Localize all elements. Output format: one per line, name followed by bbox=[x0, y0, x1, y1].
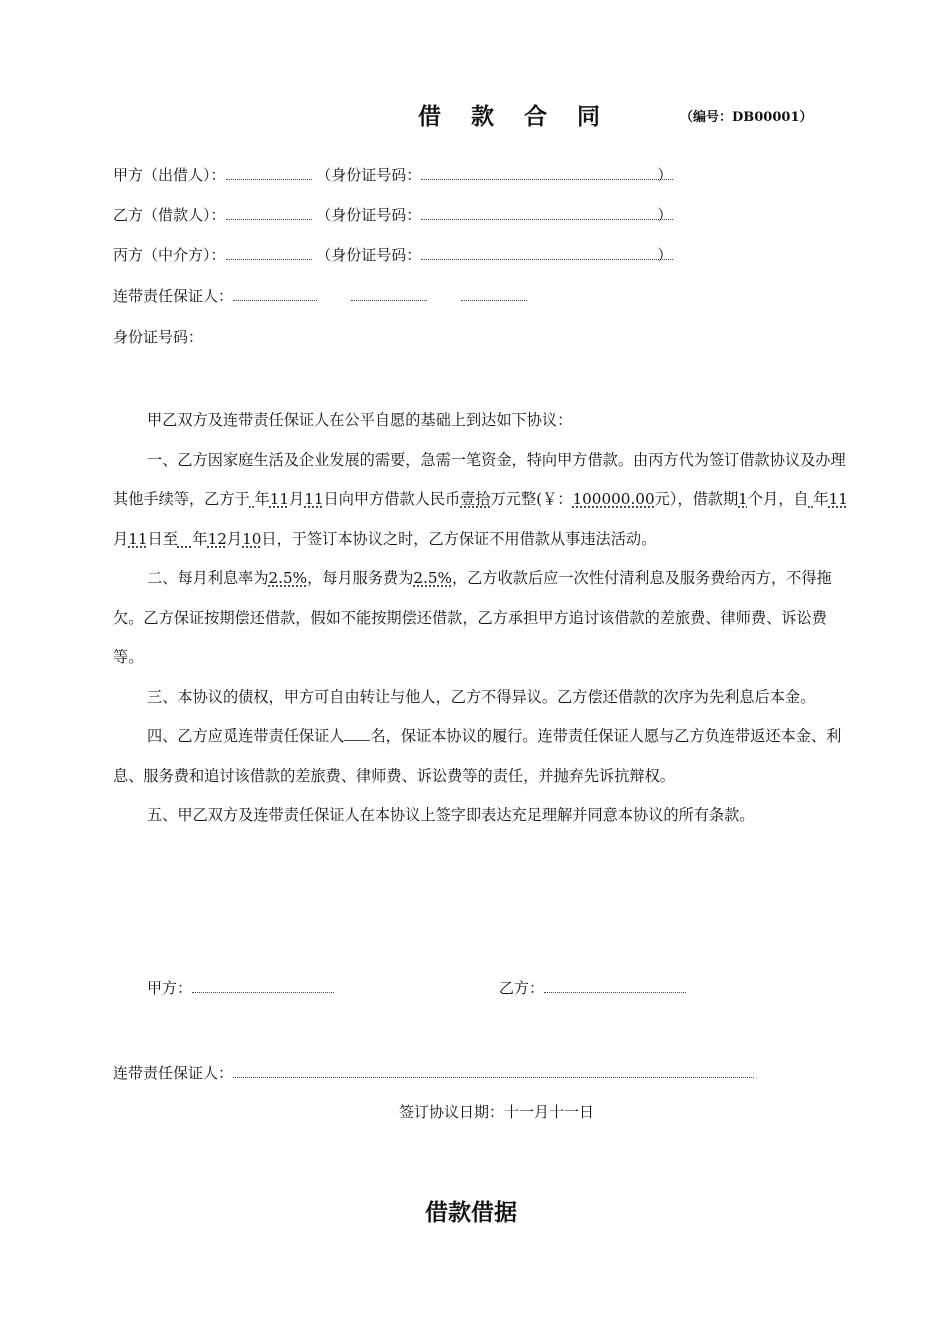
interest-rate: 2.5% bbox=[268, 569, 308, 587]
party-c-name-field[interactable] bbox=[226, 245, 312, 260]
party-a-line bbox=[113, 164, 672, 185]
sign-date: 签订协议日期：十一月十一日 bbox=[399, 1103, 595, 1121]
party-b-signature-label: 乙方： bbox=[499, 979, 545, 997]
to-month: 12 bbox=[207, 529, 227, 548]
guarantor-signature-field[interactable] bbox=[233, 1063, 754, 1078]
party-b-signature-field[interactable] bbox=[544, 978, 686, 993]
party-a-id-field[interactable] bbox=[421, 165, 673, 180]
loan-day: 11 bbox=[304, 490, 324, 508]
party-a-id-label: （身份证号码： bbox=[316, 166, 422, 184]
guarantor-count-blank[interactable] bbox=[344, 726, 370, 741]
party-c-id-field[interactable] bbox=[421, 245, 673, 260]
from-month: 11 bbox=[828, 490, 848, 508]
party-c-id-label: （身份证号码： bbox=[316, 246, 422, 264]
loan-amount-number: 100000.00 bbox=[572, 490, 655, 508]
party-a-label: 甲方（出借人）： bbox=[113, 166, 226, 184]
loan-amount-chinese: 壹拾 bbox=[460, 490, 491, 508]
clause-5: 五、甲乙双方及连带责任保证人在本协议上签字即表达充足理解并同意本协议的所有条款。 bbox=[147, 806, 755, 824]
to-year-blank[interactable] bbox=[178, 530, 192, 548]
clause-2: 二、每月利息率为2.5%，每月服务费为2.5%，乙方收款后应一次性付清利息及服务费给丙方，不得拖欠。乙方保证按期偿还借款，假如不能按期偿还借款，乙方承担甲方追讨该借款的差旅费、律师费、诉讼费等。 bbox=[113, 569, 832, 666]
party-b-id-label: （身份证号码： bbox=[316, 206, 422, 224]
party-a-name-field[interactable] bbox=[226, 165, 312, 180]
clause-4: 四、乙方应觅连带责任保证人 名，保证本协议的履行。连带责任保证人愿与乙方负连带返还本金、利息、服务费和追讨该借款的差旅费、律师费、诉讼费等的责任，并抛弃先诉抗辩权。 bbox=[113, 727, 842, 785]
party-a-signature bbox=[147, 977, 334, 998]
party-b-line bbox=[113, 204, 672, 225]
party-b-id-field[interactable] bbox=[421, 205, 673, 220]
guarantor-3-field[interactable] bbox=[461, 286, 527, 301]
contract-title: 借 款 合 同 bbox=[418, 103, 612, 130]
receipt-title: 借款借据 bbox=[425, 1199, 517, 1226]
party-a-signature-label: 甲方： bbox=[147, 979, 193, 997]
guarantor-2-field[interactable] bbox=[351, 286, 427, 301]
guarantor-label: 连带责任保证人： bbox=[113, 287, 234, 305]
service-fee-rate: 2.5% bbox=[413, 569, 452, 587]
clause-1: 一、乙方因家庭生活及企业发展的需要，急需一笔资金，特向甲方借款。由丙方代为签订借款协议及办理其他手续等，乙方于 年11月11日向甲方借款人民币壹拾万元整(￥：100000.00元），借款期1个月，自 年11月11日至 年12月10日，于签订本协议之时，乙方保证不用借款从事违法活动。 bbox=[113, 450, 848, 548]
guarantor-signature-label: 连带责任保证人： bbox=[113, 1064, 234, 1082]
intro-paragraph: 甲乙双方及连带责任保证人在公平自愿的基础上到达如下协议： bbox=[147, 411, 573, 429]
to-day: 10 bbox=[242, 529, 262, 548]
party-b-signature bbox=[499, 977, 686, 998]
party-c-id-close: ） bbox=[657, 246, 673, 264]
party-a-signature-field[interactable] bbox=[192, 978, 334, 993]
party-b-label: 乙方（借款人）： bbox=[113, 206, 226, 224]
party-a-id-close: ） bbox=[657, 166, 673, 184]
document-number: （编号：DB00001） bbox=[680, 110, 813, 125]
loan-term: 1 bbox=[738, 490, 748, 508]
guarantor-id-label: 身份证号码： bbox=[113, 328, 204, 346]
loan-month: 11 bbox=[269, 490, 290, 508]
guarantor-1-field[interactable] bbox=[233, 286, 317, 301]
clause-3: 三、本协议的债权，甲方可自由转让与他人，乙方不得异议。乙方偿还借款的次序为先利息后本金。 bbox=[147, 687, 816, 706]
guarantor-line bbox=[113, 285, 527, 306]
party-b-id-close: ） bbox=[657, 206, 673, 224]
agreement-body bbox=[113, 401, 848, 836]
party-c-line bbox=[113, 244, 672, 265]
party-c-label: 丙方（中介方）： bbox=[113, 246, 226, 264]
guarantor-signature bbox=[113, 1062, 754, 1083]
party-b-name-field[interactable] bbox=[226, 205, 312, 220]
from-day: 11 bbox=[128, 529, 148, 548]
